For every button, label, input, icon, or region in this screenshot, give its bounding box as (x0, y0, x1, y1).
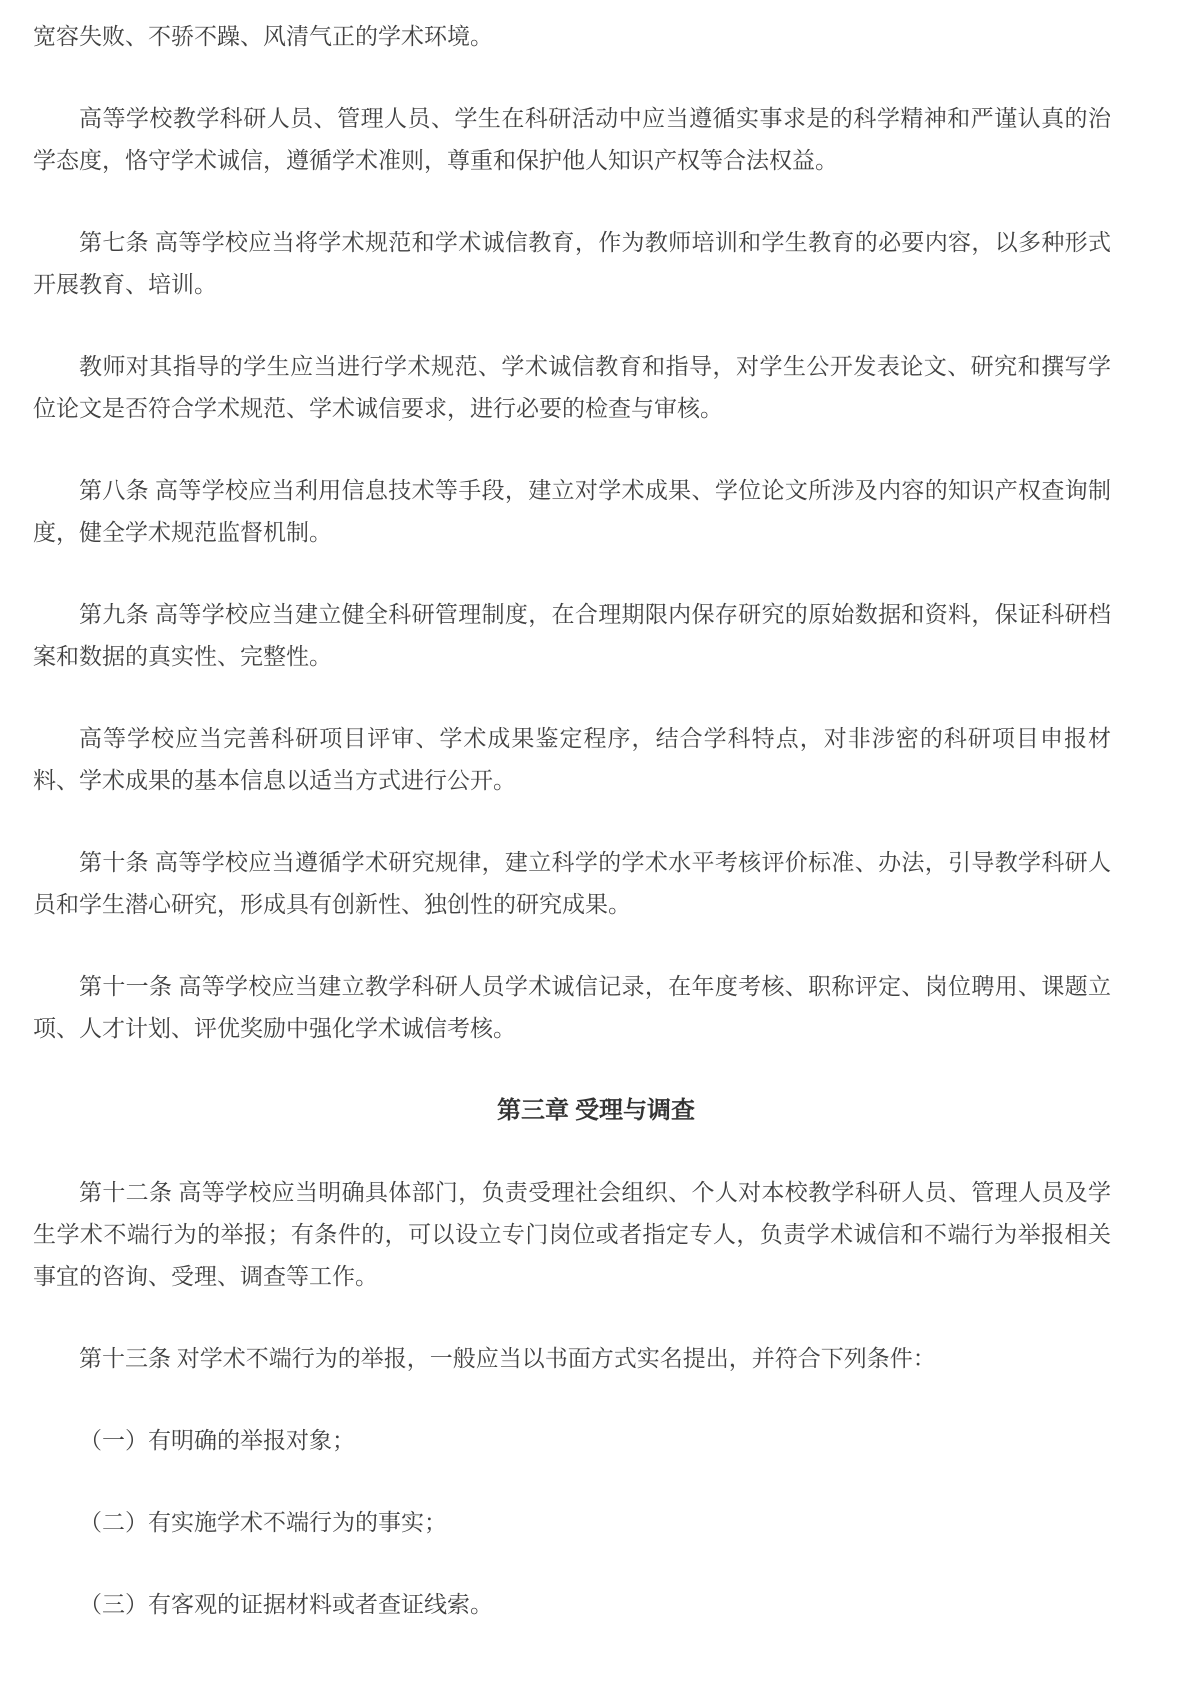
paragraph-article-10: 第十条 高等学校应当遵循学术研究规律，建立科学的学术水平考核评价标准、办法，引导教学科研人员和学生潜心研究，形成具有创新性、独创性的研究成果。 (33, 850, 1111, 917)
paragraph-article-9: 第九条 高等学校应当建立健全科研管理制度，在合理期限内保存研究的原始数据和资料，保证科研档案和数据的真实性、完整性。 (33, 602, 1111, 669)
paragraph-article-12: 第十二条 高等学校应当明确具体部门，负责受理社会组织、个人对本校教学科研人员、管理人员及学生学术不端行为的举报；有条件的，可以设立专门岗位或者指定专人，负责学术诚信和不端行为举报相关事宜的咨询、受理、调查等工作。 (33, 1180, 1111, 1289)
paragraph-article-13: 第十三条 对学术不端行为的举报，一般应当以书面方式实名提出，并符合下列条件： (79, 1346, 936, 1371)
paragraph-article-7: 第七条 高等学校应当将学术规范和学术诚信教育，作为教师培训和学生教育的必要内容，以多种形式开展教育、培训。 (33, 230, 1111, 297)
chapter-heading: 第三章 受理与调查 (497, 1098, 695, 1124)
list-item: （三）有客观的证据材料或者查证线索。 (79, 1592, 493, 1617)
paragraph-article-8: 第八条 高等学校应当利用信息技术等手段，建立对学术成果、学位论文所涉及内容的知识产权查询制度，健全学术规范监督机制。 (33, 478, 1111, 545)
paragraph: 高等学校教学科研人员、管理人员、学生在科研活动中应当遵循实事求是的科学精神和严谨认真的治学态度，恪守学术诚信，遵循学术准则，尊重和保护他人知识产权等合法权益。 (33, 106, 1111, 173)
paragraph: 高等学校应当完善科研项目评审、学术成果鉴定程序，结合学科特点，对非涉密的科研项目申报材料、学术成果的基本信息以适当方式进行公开。 (33, 726, 1111, 793)
paragraph: 宽容失败、不骄不躁、风清气正的学术环境。 (33, 24, 493, 49)
paragraph-article-11: 第十一条 高等学校应当建立教学科研人员学术诚信记录，在年度考核、职称评定、岗位聘用、课题立项、人才计划、评优奖励中强化学术诚信考核。 (33, 974, 1111, 1041)
document-content (33, 16, 1111, 1626)
list-item: （一）有明确的举报对象； (79, 1428, 355, 1453)
list-item: （二）有实施学术不端行为的事实； (79, 1510, 447, 1535)
paragraph: 教师对其指导的学生应当进行学术规范、学术诚信教育和指导，对学生公开发表论文、研究和撰写学位论文是否符合学术规范、学术诚信要求，进行必要的检查与审核。 (33, 354, 1111, 421)
